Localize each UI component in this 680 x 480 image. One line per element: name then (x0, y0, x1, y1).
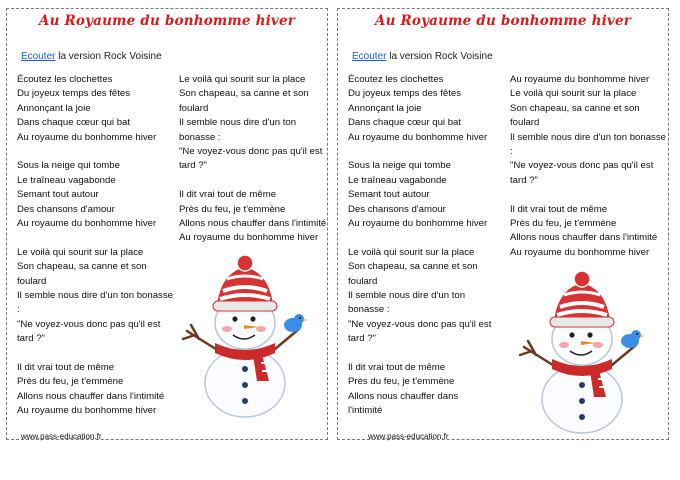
lyric-line: Dans chaque cœur qui bat (348, 117, 462, 129)
lyric-line: Il dit vrai tout de même (179, 189, 277, 201)
lyric-line: Au royaume du bonhomme hiver (17, 405, 157, 417)
footer-url: www.pass-education.fr (21, 432, 102, 441)
lyric-line: Allons nous chauffer dans l'intimité (510, 232, 658, 244)
lyric-line: Il semble nous dire d'un ton bonasse : (510, 131, 666, 158)
lyric-line: Au royaume du bonhomme hiver (17, 131, 157, 143)
lyric-line: "Ne voyez-vous donc pas qu'il est tard ?" (179, 146, 323, 172)
lyric-line: Il dit vrai tout de même (348, 362, 446, 374)
lyric-line: Près du feu, je t'emmène (17, 376, 124, 388)
lyric-line: Il dit vrai tout de même (17, 362, 115, 374)
lyric-line: Il semble nous dire d'un ton bonasse : (179, 117, 297, 143)
lyric-line: Sous la neige qui tombe (17, 160, 120, 172)
lyric-line: Au royaume du bonhomme hiver (348, 131, 488, 143)
lyric-line: Du joyeux temps des fêtes (348, 88, 462, 100)
lyric-line: Il semble nous dire d'un ton bonasse : (17, 290, 173, 316)
lyric-line: Son chapeau, sa canne et son foulard (179, 88, 309, 114)
lyric-line: Le traîneau vagabonde (348, 174, 447, 186)
lyric-line: Dans chaque cœur qui bat (17, 117, 131, 129)
lyric-line: Des chansons d'amour (348, 203, 446, 215)
listen-link[interactable]: Ecouter (21, 51, 56, 62)
lyric-line: Son chapeau, sa canne et son foulard (348, 261, 478, 287)
lyric-line: Au royaume du bonhomme hiver (510, 246, 650, 258)
lyrics-card-right (337, 8, 669, 440)
lyric-line: Semant tout autour (17, 189, 99, 201)
lyric-line: Au royaume du bonhomme hiver (179, 232, 319, 244)
footer-url: www.pass-education.fr (368, 432, 449, 441)
lyric-line: Allons nous chauffer dans (348, 390, 459, 402)
lyric-line: Le voilà qui sourit sur la place (17, 246, 144, 258)
lyric-line: Il dit vrai tout de même (510, 203, 608, 215)
listen-line (21, 51, 162, 62)
snowman-illustration (518, 271, 648, 441)
listen-line (352, 51, 493, 62)
lyrics-column-1 (17, 73, 175, 419)
lyric-line: Annonçant la joie (348, 102, 422, 114)
song-title: Au Royaume du bonhomme hiver (374, 13, 632, 29)
lyric-line: "Ne voyez-vous donc pas qu'il est tard ?" (348, 318, 492, 345)
listen-version-text: la version Rock Voisine (389, 51, 493, 62)
lyric-line: Allons nous chauffer dans l'intimité (17, 390, 165, 402)
listen-version-text: la version Rock Voisine (58, 51, 162, 62)
lyric-line: Au royaume du bonhomme hiver (17, 218, 157, 230)
lyric-line: "Ne voyez-vous donc pas qu'il est tard ?" (510, 160, 654, 186)
lyric-line: Sous la neige qui tombe (348, 160, 451, 172)
lyric-line: l'intimité (348, 405, 383, 417)
lyric-line: Au royaume du bonhomme hiver (510, 74, 650, 85)
lyric-line: "Ne voyez-vous donc pas qu'il est tard ?" (17, 318, 161, 345)
snowman-illustration (181, 255, 311, 425)
song-title: Au Royaume du bonhomme hiver (38, 13, 296, 29)
listen-link[interactable]: Ecouter (352, 51, 387, 62)
lyric-line: Écoutez les clochettes (17, 74, 113, 85)
lyric-line: Près du feu, je t'emmène (348, 376, 455, 388)
lyric-line: Des chansons d'amour (17, 203, 115, 215)
lyric-line: Le voilà qui sourit sur la place (510, 88, 637, 100)
lyric-line: Du joyeux temps des fêtes (17, 88, 131, 100)
lyric-line: Le voilà qui sourit sur la place (348, 246, 475, 258)
lyrics-card-left (6, 8, 328, 440)
lyrics-column-2 (510, 73, 670, 260)
lyric-line: Son chapeau, sa canne et son foulard (17, 261, 147, 287)
lyric-line: Écoutez les clochettes (348, 74, 444, 85)
lyric-line: Le traîneau vagabonde (17, 174, 116, 186)
lyric-line: Semant tout autour (348, 189, 430, 201)
lyric-line: Annonçant la joie (17, 102, 91, 114)
lyric-line: Près du feu, je t'emmène (510, 218, 617, 230)
lyric-line: Il semble nous dire d'un ton bonasse : (348, 290, 466, 316)
lyric-line: Près du feu, je t'emmène (179, 203, 286, 215)
lyric-line: Allons nous chauffer dans l'intimité (179, 218, 327, 230)
lyric-line: Son chapeau, sa canne et son foulard (510, 102, 640, 129)
lyric-line: Le voilà qui sourit sur la place (179, 74, 306, 85)
lyric-line: Au royaume du bonhomme hiver (348, 218, 488, 230)
lyrics-column-2 (179, 73, 329, 246)
lyrics-column-1 (348, 73, 500, 419)
